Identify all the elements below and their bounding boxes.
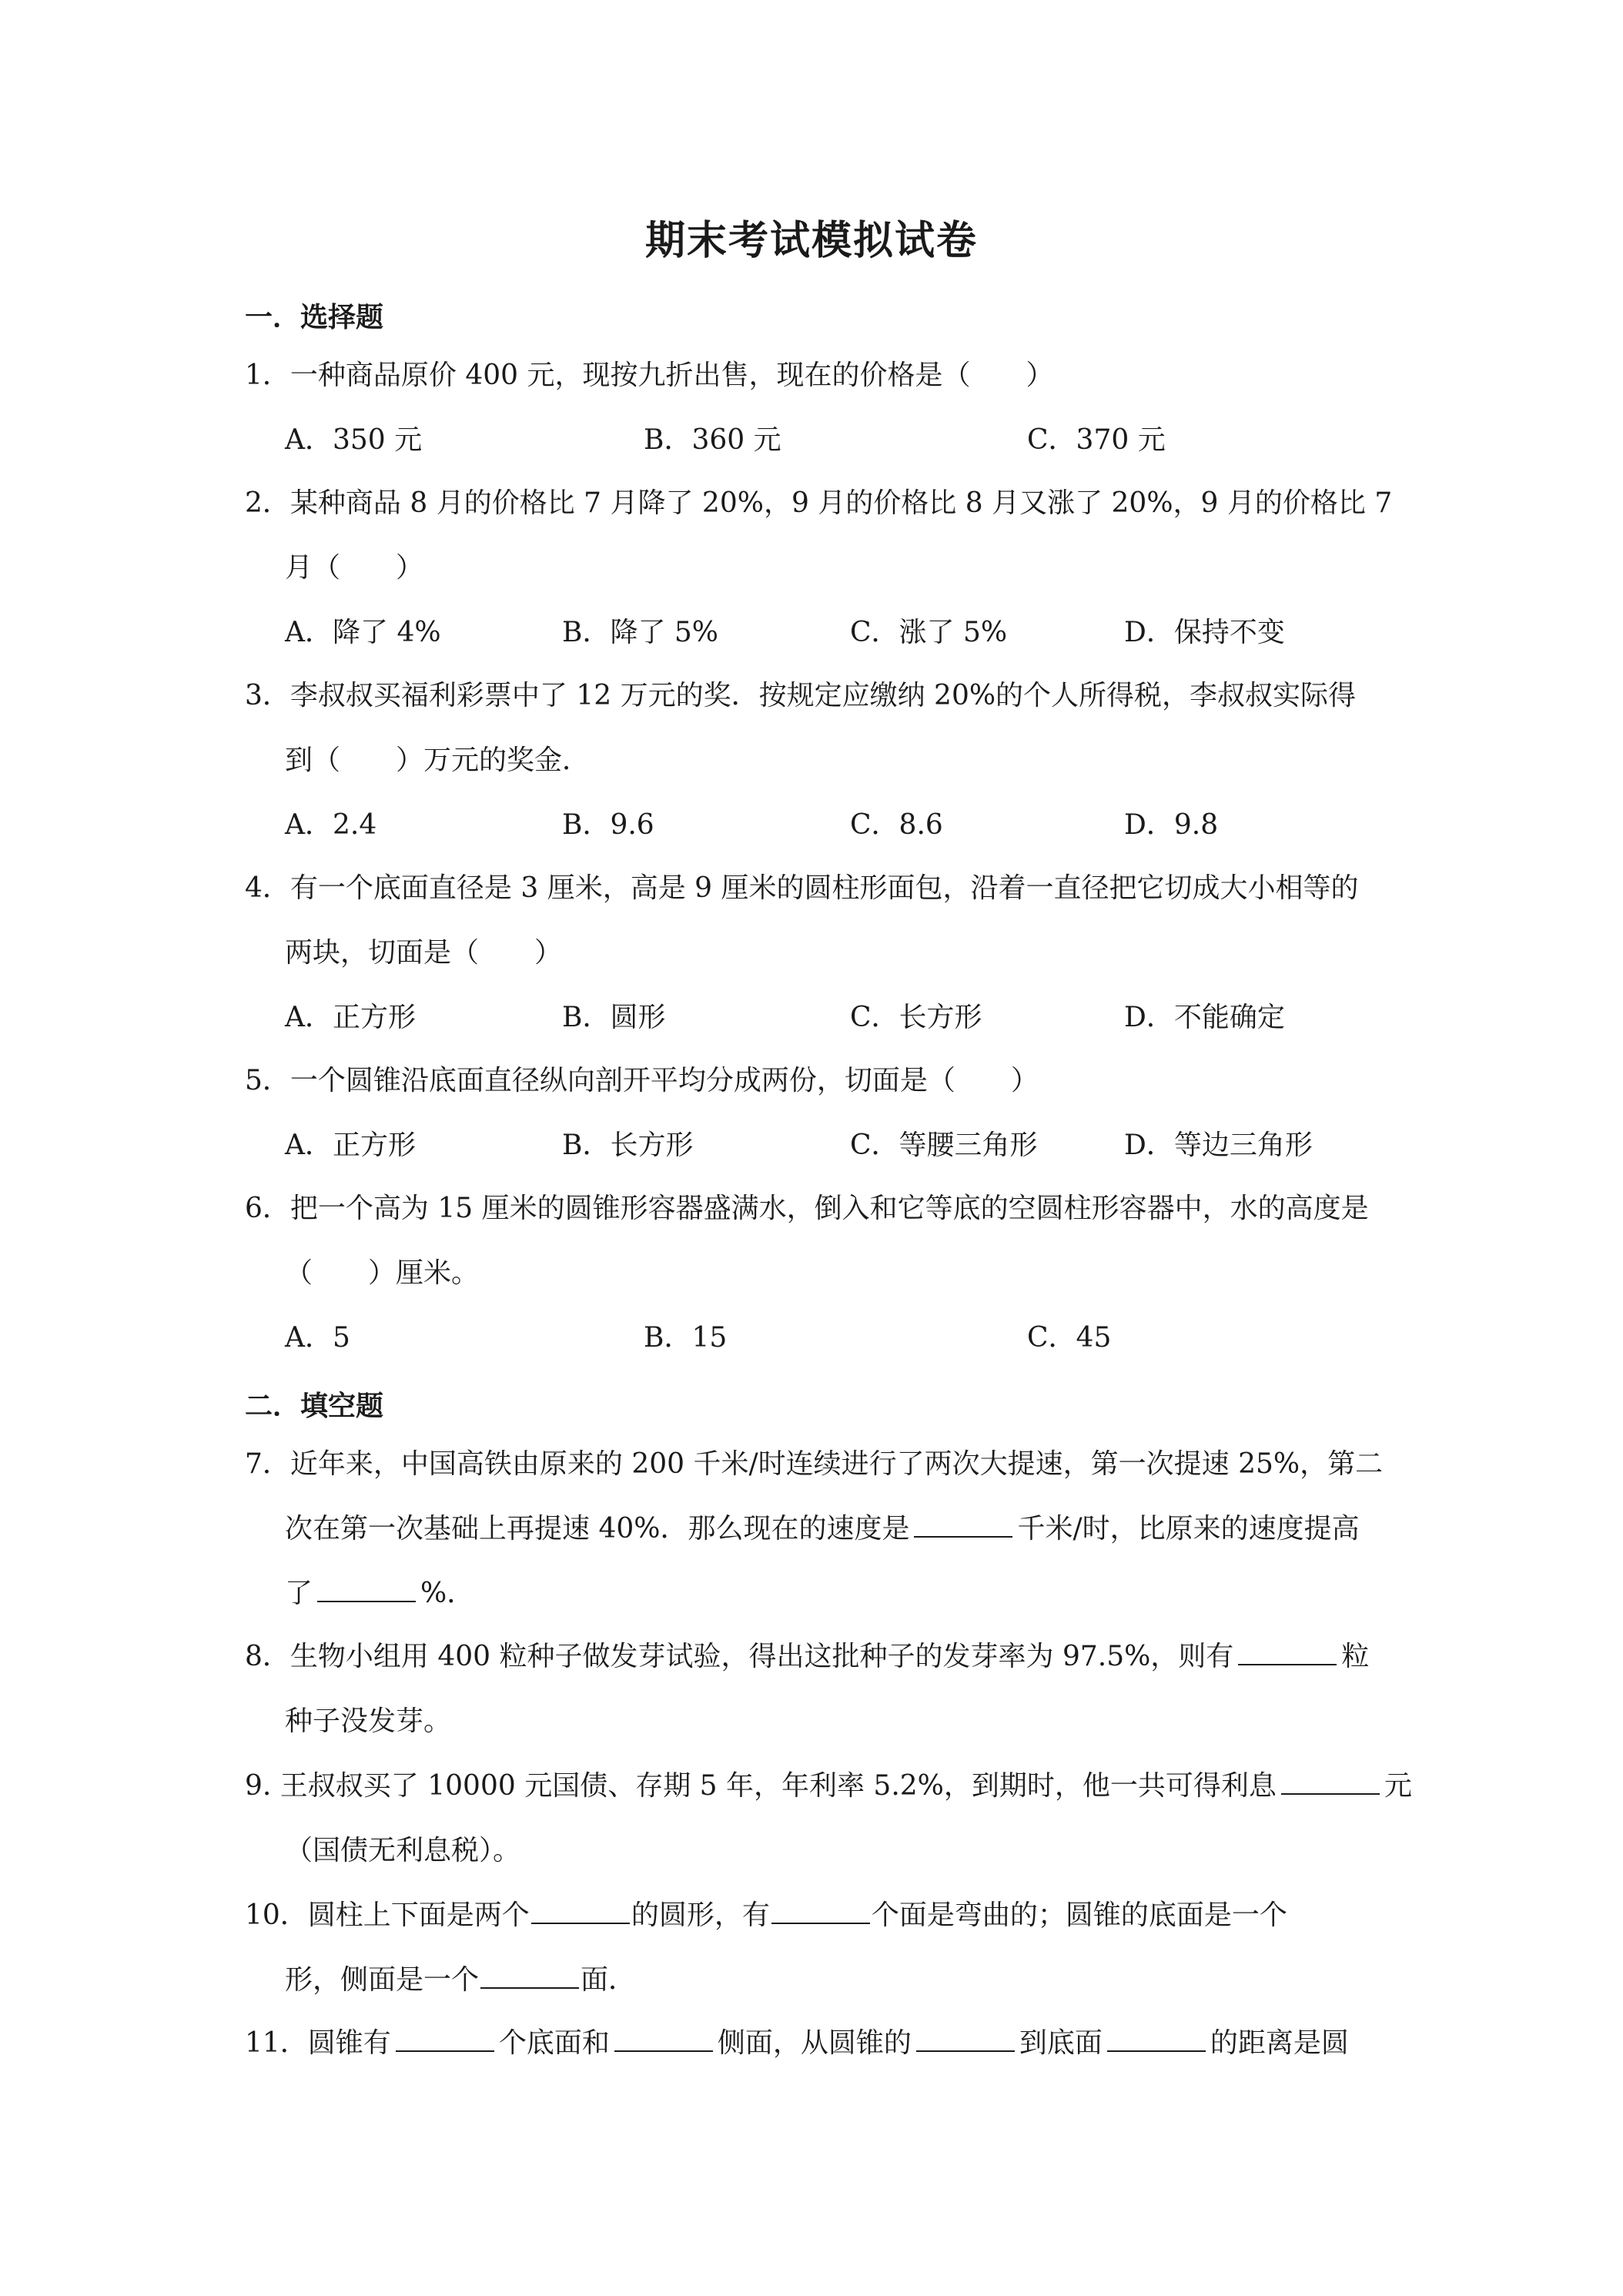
question-6-line-2: （ ）厘米。: [285, 1257, 480, 1289]
q7-blank-percent[interactable]: [317, 1578, 416, 1602]
q6-option-b[interactable]: B．15: [644, 1322, 728, 1354]
section-heading-choice: 一．选择题: [245, 302, 384, 333]
q10-blank-1[interactable]: [531, 1899, 630, 1924]
q6-option-a[interactable]: A．5: [285, 1322, 350, 1354]
q9-text-a: 9. 王叔叔买了 10000 元国债、存期 5 年，年利率 5.2%，到期时，他一共可得利息: [245, 1770, 1277, 1802]
q2-option-a[interactable]: A．降了 4%: [285, 617, 441, 648]
question-10-line-1: [245, 1899, 1287, 1933]
q6-option-c[interactable]: C．45: [1027, 1322, 1112, 1354]
section-heading-fill: 二．填空题: [245, 1391, 384, 1422]
question-3-line-1: 3．李叔叔买福利彩票中了 12 万元的奖．按规定应缴纳 20%的个人所得税，李叔叔实际得: [245, 680, 1357, 711]
q7-text-d: %．: [420, 1578, 475, 1609]
question-3-line-2: 到（ ）万元的奖金．: [285, 745, 591, 776]
q1-option-a[interactable]: A．350 元: [285, 424, 423, 456]
q3-option-d[interactable]: D．9.8: [1124, 809, 1219, 841]
q5-option-c[interactable]: C．等腰三角形: [850, 1130, 1038, 1161]
q10-blank-2[interactable]: [771, 1899, 870, 1924]
question-9-line-1: [245, 1769, 1412, 1803]
q11-blank-4[interactable]: [1107, 2027, 1206, 2052]
q7-text-b: 千米/时，比原来的速度提高: [1017, 1513, 1360, 1545]
question-10-line-2: [285, 1963, 636, 1997]
q11-text-e: 的距离是圆: [1210, 2027, 1349, 2059]
q11-blank-1[interactable]: [396, 2027, 494, 2052]
question-5: 5．一个圆锥沿底面直径纵向剖开平均分成两份，切面是（ ）: [245, 1065, 1039, 1096]
question-1: 1．一种商品原价 400 元，现按九折出售，现在的价格是（ ）: [245, 360, 1054, 391]
q11-text-b: 个底面和: [498, 2027, 610, 2059]
question-7-line-3: [285, 1577, 474, 1611]
q3-option-c[interactable]: C．8.6: [850, 809, 943, 841]
question-6-line-1: 6．把一个高为 15 厘米的圆锥形容器盛满水，倒入和它等底的空圆柱形容器中，水的高度是: [245, 1193, 1369, 1224]
question-8-line-1: [245, 1640, 1369, 1674]
q4-option-b[interactable]: B．圆形: [562, 1002, 666, 1033]
q8-text-b: 粒: [1341, 1641, 1370, 1672]
q11-text-d: 到底面: [1019, 2027, 1103, 2059]
q5-option-b[interactable]: B．长方形: [562, 1130, 694, 1161]
q2-option-b[interactable]: B．降了 5%: [562, 617, 719, 648]
q7-text-a: 次在第一次基础上再提速 40%．那么现在的速度是: [285, 1513, 910, 1545]
q1-option-b[interactable]: B．360 元: [644, 424, 781, 456]
question-9-line-2: （国债无利息税）。: [285, 1835, 521, 1866]
q10-text-c: 个面是弯曲的；圆锥的底面是一个: [871, 1899, 1287, 1931]
question-8-line-2: 种子没发芽。: [285, 1705, 452, 1737]
q3-option-a[interactable]: A．2.4: [285, 809, 377, 841]
question-7-line-2: [285, 1512, 1360, 1546]
question-4-line-1: 4．有一个底面直径是 3 厘米，高是 9 厘米的圆柱形面包，沿着一直径把它切成大小相等的: [245, 872, 1359, 904]
q4-option-a[interactable]: A．正方形: [285, 1002, 416, 1033]
q2-option-c[interactable]: C．涨了 5%: [850, 617, 1008, 648]
q10-text-d: 形，侧面是一个: [285, 1964, 480, 1996]
q2-option-d[interactable]: D．保持不变: [1124, 617, 1285, 648]
q5-option-d[interactable]: D．等边三角形: [1124, 1130, 1313, 1161]
q11-text-a: 11．圆锥有: [245, 2027, 391, 2059]
q9-text-b: 元: [1384, 1770, 1412, 1802]
page-title: 期末考试模拟试卷: [644, 218, 978, 264]
q11-blank-3[interactable]: [916, 2027, 1015, 2052]
q7-blank-speed[interactable]: [914, 1513, 1012, 1538]
q7-text-c: 了: [285, 1578, 313, 1609]
q1-option-c[interactable]: C．370 元: [1027, 424, 1166, 456]
q8-text-a: 8．生物小组用 400 粒种子做发芽试验，得出这批种子的发芽率为 97.5%，则有: [245, 1641, 1234, 1672]
q10-text-a: 10．圆柱上下面是两个: [245, 1899, 530, 1931]
q11-blank-2[interactable]: [614, 2027, 713, 2052]
q9-blank[interactable]: [1281, 1770, 1380, 1795]
question-4-line-2: 两块，切面是（ ）: [285, 937, 563, 969]
q4-option-d[interactable]: D．不能确定: [1124, 1002, 1285, 1033]
q10-text-e: 面．: [581, 1964, 637, 1996]
q10-text-b: 的圆形，有: [631, 1899, 770, 1931]
q4-option-c[interactable]: C．长方形: [850, 1002, 982, 1033]
q8-blank[interactable]: [1238, 1641, 1337, 1665]
question-11-line-1: [245, 2027, 1349, 2060]
question-2-line-1: 2．某种商品 8 月的价格比 7 月降了 20%，9 月的价格比 8 月又涨了 20%，9 月的价格比 7: [245, 487, 1393, 519]
q11-text-c: 侧面，从圆锥的: [717, 2027, 912, 2059]
q3-option-b[interactable]: B．9.6: [562, 809, 654, 841]
question-2-line-2: 月（ ）: [285, 552, 424, 584]
q10-blank-3[interactable]: [480, 1964, 579, 1989]
question-7-line-1: 7．近年来，中国高铁由原来的 200 千米/时连续进行了两次大提速，第一次提速 25%，第二: [245, 1448, 1384, 1480]
q5-option-a[interactable]: A．正方形: [285, 1130, 416, 1161]
